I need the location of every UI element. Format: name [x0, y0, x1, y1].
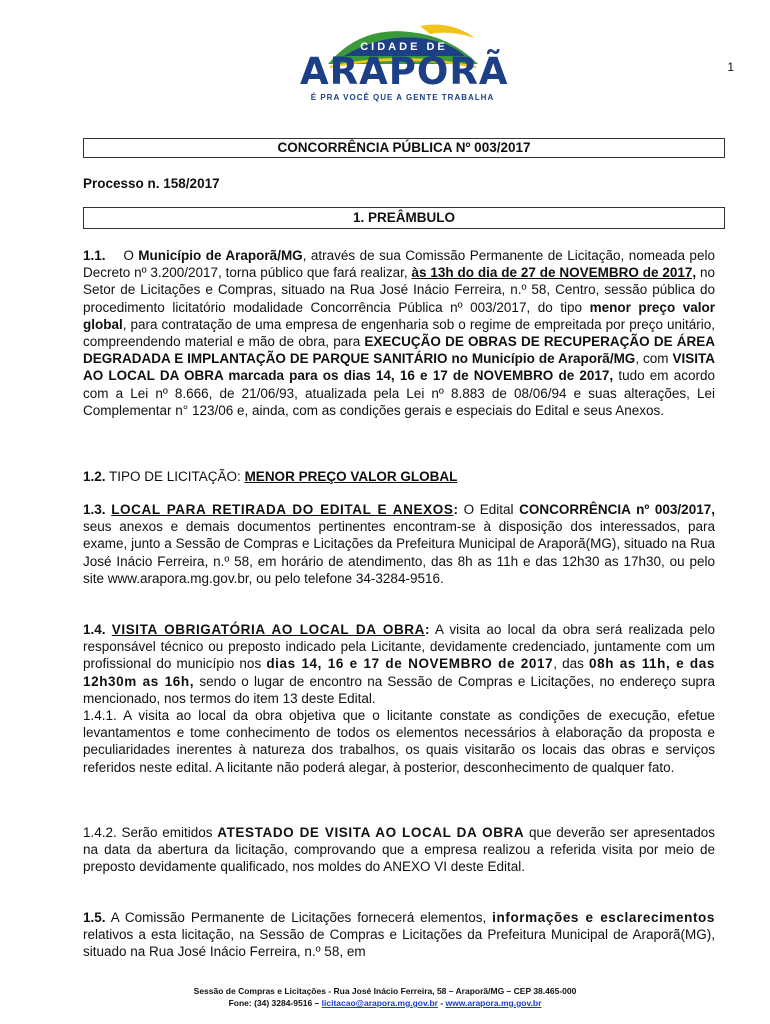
text: O [123, 248, 139, 263]
item-number: 1.3. [83, 502, 106, 517]
item-number: 1.5. [83, 910, 106, 925]
visit-dates: VISITA AO LOCAL DA OBRA marcada para os dias 14, 16 e 17 de NOVEMBRO de 2017, [83, 351, 715, 384]
info-label: informações e esclarecimentos [492, 910, 716, 925]
paragraph-1-4-1: 1.4.1. A visita ao local da obra objetiva que o licitante constate as condições de execução, efetue levantamentos e tome conhecimento de todos os elementos necessários à elaboração da proposta e peculiaridades inerentes à natureza dos trabalhos, os quais visitarão os locais das obras e serviços referidos neste edital. A licitante não poderá alegar, à posterior, desconhecimento de qualquer fato. [83, 708, 715, 775]
text: O Edital [457, 502, 520, 517]
text: , das [553, 656, 589, 672]
logo-tagline: É PRA VOCÊ QUE A GENTE TRABALHA [310, 93, 495, 102]
text: , para contratação de uma empresa de engenharia sob o regime de empreitada por preço unitário, compreendendo material e mão de obra, para [83, 316, 715, 350]
text: TIPO DE LICITAÇÃO: [105, 469, 245, 484]
page-footer [0, 985, 770, 1009]
text: relativos a esta licitação, na Sessão de Compras e Licitações da Prefeitura Municipal de Araporã(MG), situado na Rua José Inácio Ferreira, n.º 58, em [83, 927, 715, 960]
paragraph-1-5 [83, 909, 715, 961]
section-title-preambulo: 1. PREÂMBULO [83, 207, 725, 229]
edital-number: CONCORRÊNCIA nº 003/2017, [519, 502, 715, 517]
text: A Comissão Permanente de Licitações fornecerá elementos, [105, 910, 493, 925]
document-title: CONCORRÊNCIA PÚBLICA Nº 003/2017 [83, 138, 725, 158]
paragraph-1-3 [83, 501, 715, 587]
text: , através de sua Comissão Permanente de Licitação, nomeada pelo Decreto nº 3.200/2017, torna público que fará realizar, [83, 248, 715, 281]
bid-type: menor preço valor global [83, 299, 716, 332]
paragraph-1-4 [83, 621, 715, 776]
text: sendo o lugar de encontro na Sessão de Compras e Licitações, no endereço supra mencionado, nos termos do item 13 deste Edital. [83, 673, 715, 706]
object-description: EXECUÇÃO DE OBRAS DE RECUPERAÇÃO DE ÁREA DEGRADADA E IMPLANTAÇÃO DE PARQUE SANITÁRIO no Município de Araporã/MG [83, 334, 715, 367]
item-number: 1.2. [83, 469, 106, 484]
text: - [437, 998, 446, 1008]
paragraph-1-1 [83, 247, 715, 419]
section-label: VISITA OBRIGATÓRIA AO LOCAL DA OBRA [111, 622, 425, 637]
footer-contact [0, 997, 770, 1009]
text: : [453, 502, 458, 517]
visit-dates: dias 14, 16 e 17 de NOVEMBRO de 2017 [266, 656, 554, 672]
logo-top-text: CIDADE DE [360, 41, 448, 53]
text: A visita ao local da obra será realizada pelo responsável técnico ou preposto indicado pela Licitante, devidamente credenciado, juntamente com um profissional do município nos [83, 622, 715, 672]
text: tudo em acordo com a Lei nº 8.666, de 21/06/93, atualizada pela Lei nº 8.883 de 08/06/94 e suas alterações, Lei Complementar n° 123/06 e, ainda, com as condições gerais e especiais do Edital e seus Anexos. [83, 368, 715, 418]
text: seus anexos e demais documentos pertinentes encontram-se à disposição dos interessados, para exame, junto a Sessão de Compras e Licitações da Prefeitura Municipal de Araporã(MG), situado na Rua José Inácio Ferreira, n.º 58, em horário de atendimento, das 8h as 11h e das 12h30 as 17h30, ou pelo site www.arapora.mg.gov.br, ou pelo telefone 34-3284-9516. [83, 519, 715, 586]
footer-address: Sessão de Compras e Licitações - Rua José Inácio Ferreira, 58 – Araporã/MG – CEP 38.465-000 [193, 986, 577, 996]
city-logo [300, 20, 509, 106]
footer-phone: Fone: (34) 3284-9516 – [228, 998, 322, 1008]
text: , com [635, 351, 673, 367]
item-number: 1.4. [83, 622, 106, 637]
municipality-name: Município de Araporã/MG [138, 248, 303, 263]
page-number: 1 [727, 60, 734, 74]
paragraph-1-2 [83, 468, 715, 485]
footer-email-link[interactable]: licitacao@arapora.mg.gov.br [321, 998, 438, 1008]
text: no Setor de Licitações e Compras, situado na Rua José Inácio Ferreira, n.º 58, Centro, sessão pública do procedimento licitatório modalidade Concorrência Pública nº 003/2017, do tipo [83, 265, 715, 315]
paragraph-1-4-2 [83, 824, 715, 876]
footer-site-link[interactable]: www.arapora.mg.gov.br [445, 998, 542, 1008]
text: que deverão ser apresentados na data da abertura da licitação, comprovando que a empresa realizou a referida visita por meio de preposto devidamente qualificado, nos moldes do ANEXO VI deste Edital. [83, 825, 715, 875]
text: 1.4.2. Serão emitidos [83, 825, 218, 840]
session-date: às 13h do dia de 27 de NOVEMBRO de 2017, [411, 265, 697, 281]
section-label: LOCAL PARA RETIRADA DO EDITAL E ANEXOS [111, 502, 454, 517]
item-number: 1.1. [83, 248, 106, 263]
bid-type-value: MENOR PREÇO VALOR GLOBAL [244, 469, 458, 484]
process-number: Processo n. 158/2017 [83, 176, 220, 191]
visit-hours: 08h as 11h, e das 12h30m as 16h, [83, 656, 715, 689]
certificate-name: ATESTADO DE VISITA AO LOCAL DA OBRA [217, 825, 525, 840]
text: : [425, 622, 430, 637]
logo-city-name: ARAPORÃ [300, 50, 509, 93]
